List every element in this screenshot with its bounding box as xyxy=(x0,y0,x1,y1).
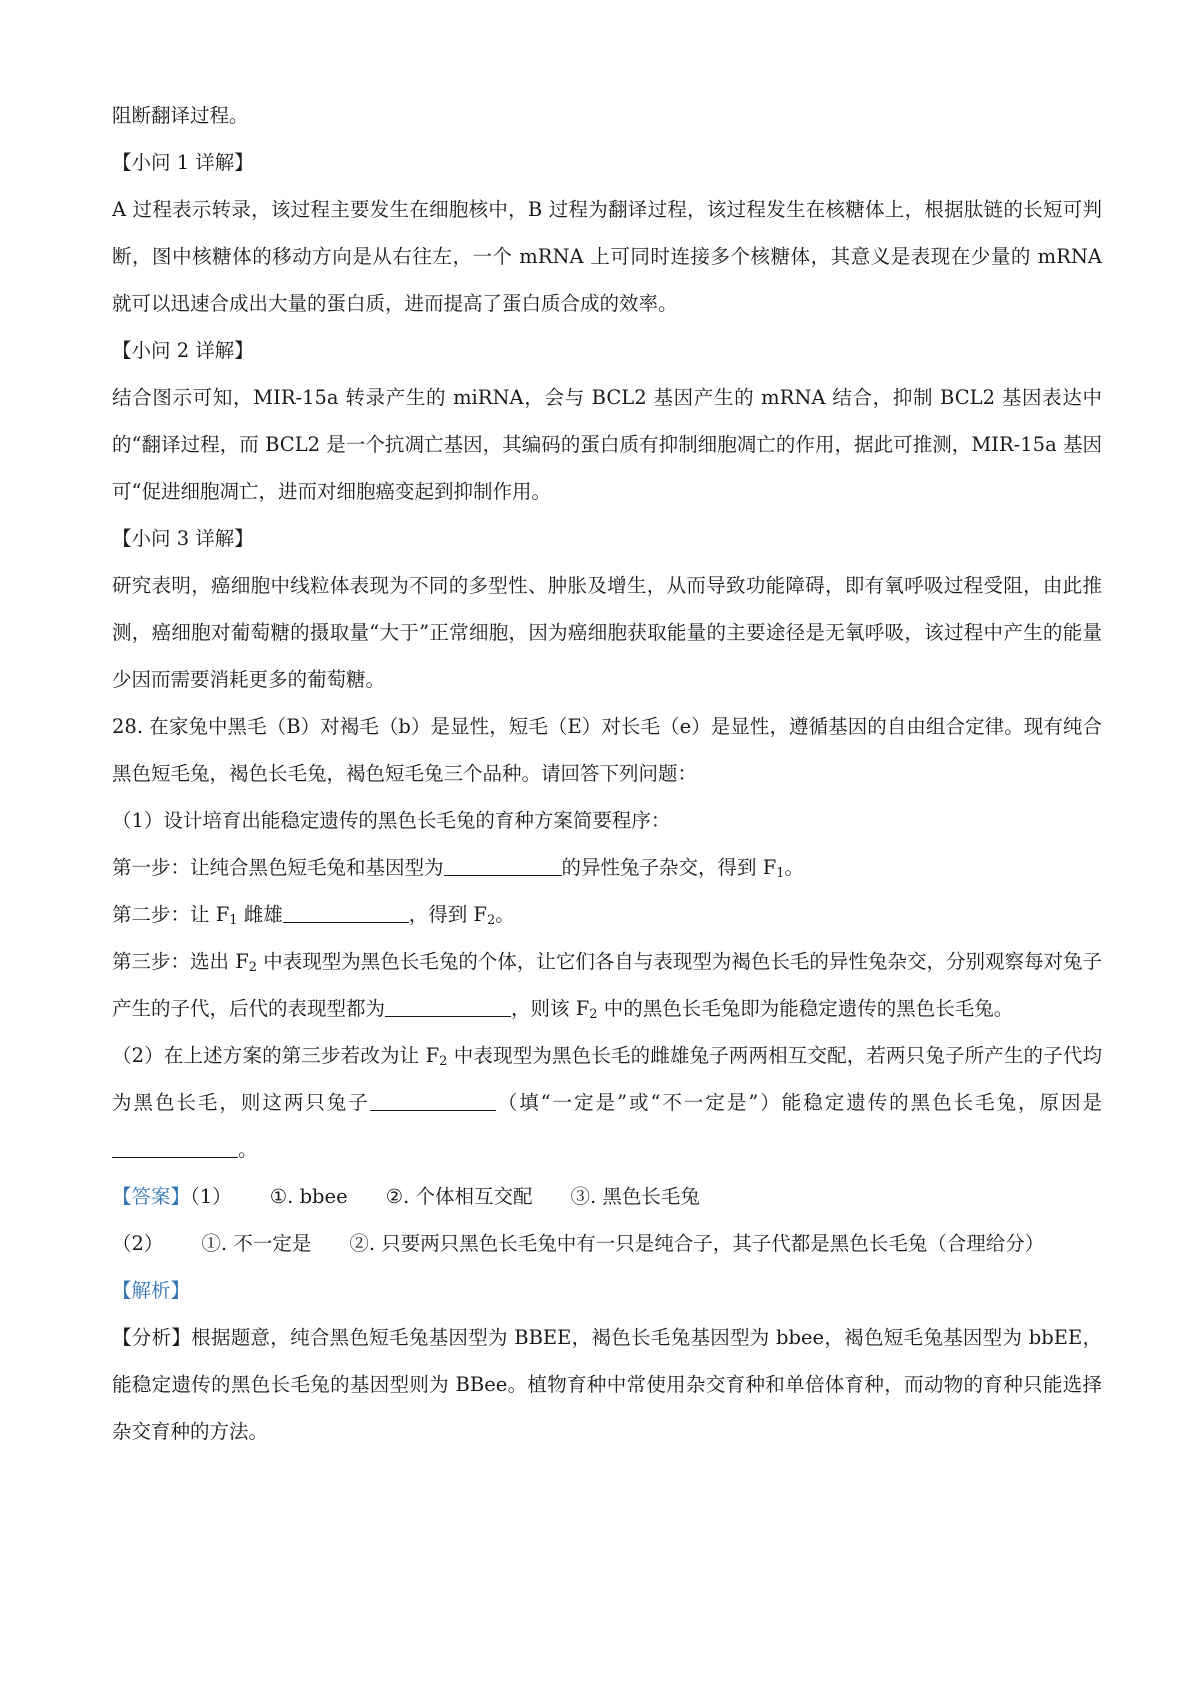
part-2-text-a: （2）在上述方案的第三步若改为让 F xyxy=(112,1044,440,1067)
step-1-text-b: 的异性兔子杂交，得到 F xyxy=(561,856,777,879)
question-28-stem: 28. 在家兔中黑毛（B）对褐毛（b）是显性，短毛（E）对长毛（e）是显性，遵循基因的自由组合定律。现有纯合黑色短毛兔，褐色长毛兔，褐色短毛兔三个品种。请回答下列问题： xyxy=(112,715,1102,785)
answer-line-1 xyxy=(112,1173,1102,1220)
answer-label: 【答案】 xyxy=(112,1185,191,1208)
subquestion-1-heading: 【小问 1 详解】 xyxy=(112,151,254,174)
subscript: 2 xyxy=(589,1007,598,1022)
subscript: 2 xyxy=(248,960,258,975)
step-2-text-b: 雌雄 xyxy=(237,903,283,926)
subquestion-2-explanation: 结合图示可知，MIR-15a 转录产生的 miRNA，会与 BCL2 基因产生的 mRNA 结合，抑制 BCL2 基因表达中的“翻译过程，而 BCL2 是一个抗凋亡基因，其编码的蛋白质有抑制细胞凋亡的作用，据此可推测，MIR-15a 基因可“促进细胞凋亡，进而对细胞癌变起到抑制作用。 xyxy=(112,386,1102,503)
answer-1-a: ①. bbee xyxy=(269,1185,348,1208)
paragraph-line: 阻断翻译过程。 xyxy=(112,104,249,127)
analysis-text: 根据题意，纯合黑色短毛兔基因型为 BBEE，褐色长毛兔基因型为 bbee，褐色短毛兔基因型为 bbEE，能稳定遗传的黑色长毛兔的基因型则为 BBee。植物育种中常使用杂交育种和单倍体育种，而动物的育种只能选择杂交育种的方法。 xyxy=(112,1326,1102,1443)
subquestion-3-explanation: 研究表明，癌细胞中线粒体表现为不同的多型性、肿胀及增生，从而导致功能障碍，即有氧呼吸过程受阻，由此推测，癌细胞对葡萄糖的摄取量“大于”正常细胞，因为癌细胞获取能量的主要途径是无氧呼吸，该过程中产生的能量少因而需要消耗更多的葡萄糖。 xyxy=(112,574,1102,691)
analysis-heading: 【解析】 xyxy=(112,1279,191,1302)
subscript: 2 xyxy=(486,913,496,928)
answer-blank-2 xyxy=(283,902,409,923)
answer-1-b: ②. 个体相互交配 xyxy=(385,1185,533,1208)
subscript: 2 xyxy=(439,1054,448,1069)
part-2-text-c: （填“一定是”或“不一定是”）能稳定遗传的黑色长毛兔，原因是 xyxy=(495,1091,1102,1114)
step-2-text-a: 第二步：让 F xyxy=(112,903,230,926)
answer-blank-4 xyxy=(370,1090,496,1111)
step-1-text-c: 。 xyxy=(784,856,805,879)
step-3 xyxy=(112,938,1102,1032)
analysis-label: 【分析】 xyxy=(112,1326,192,1349)
question-28-part-1: （1）设计培育出能稳定遗传的黑色长毛兔的育种方案简要程序： xyxy=(112,809,671,832)
step-1-text-a: 第一步：让纯合黑色短毛兔和基因型为 xyxy=(112,856,444,879)
answer-blank-1 xyxy=(444,855,562,876)
subquestion-2-heading: 【小问 2 详解】 xyxy=(112,339,254,362)
subscript: 1 xyxy=(776,866,785,881)
answer-blank-3 xyxy=(385,996,511,1017)
answer-2-a: ①. 不一定是 xyxy=(201,1232,312,1255)
step-2-text-c: ，得到 F xyxy=(408,903,487,926)
part-2-text-d: 。 xyxy=(238,1138,258,1161)
answer-2-b: ②. 只要两只黑色长毛兔中有一只是纯合子，其子代都是黑色长毛兔（合理给分） xyxy=(349,1232,1045,1255)
analysis-paragraph xyxy=(112,1314,1102,1455)
step-2 xyxy=(112,891,1102,938)
subscript: 1 xyxy=(229,913,238,928)
answer-1-c: ③. 黑色长毛兔 xyxy=(570,1185,700,1208)
answer-part-1-label: （1） xyxy=(190,1185,232,1208)
subquestion-3-heading: 【小问 3 详解】 xyxy=(112,527,254,550)
step-1 xyxy=(112,844,1102,891)
answer-line-2 xyxy=(112,1220,1102,1267)
subquestion-1-explanation: A 过程表示转录，该过程主要发生在细胞核中，B 过程为翻译过程，该过程发生在核糖体上，根据肽链的长短可判断，图中核糖体的移动方向是从右往左，一个 mRNA 上可同时连接多个核糖体，其意义是表现在少量的 mRNA 就可以迅速合成出大量的蛋白质，进而提高了蛋白质合成的效率。 xyxy=(112,198,1102,315)
step-2-text-d: 。 xyxy=(495,903,515,926)
question-28-part-2 xyxy=(112,1032,1102,1173)
answer-part-2-label: （2） xyxy=(112,1232,164,1255)
answer-blank-5 xyxy=(112,1137,238,1158)
document-body xyxy=(112,92,1102,1455)
step-3-text-a: 第三步：选出 F xyxy=(112,950,249,973)
step-3-text-c: ，则该 F xyxy=(511,997,590,1020)
step-3-text-d: 中的黑色长毛兔即为能稳定遗传的黑色长毛兔。 xyxy=(597,997,1014,1020)
part-2-text-b: 中表现型为黑色长毛的雌雄兔子两两相互交配，若两只兔子所产生的子代均为黑色长毛，则这两只兔子 xyxy=(112,1044,1103,1114)
step-3-text-b: 中表现型为黑色长毛兔的个体，让它们各自与表现型为褐色长毛的异性兔杂交，分别观察每对兔子产生的子代，后代的表现型都为 xyxy=(112,950,1103,1020)
